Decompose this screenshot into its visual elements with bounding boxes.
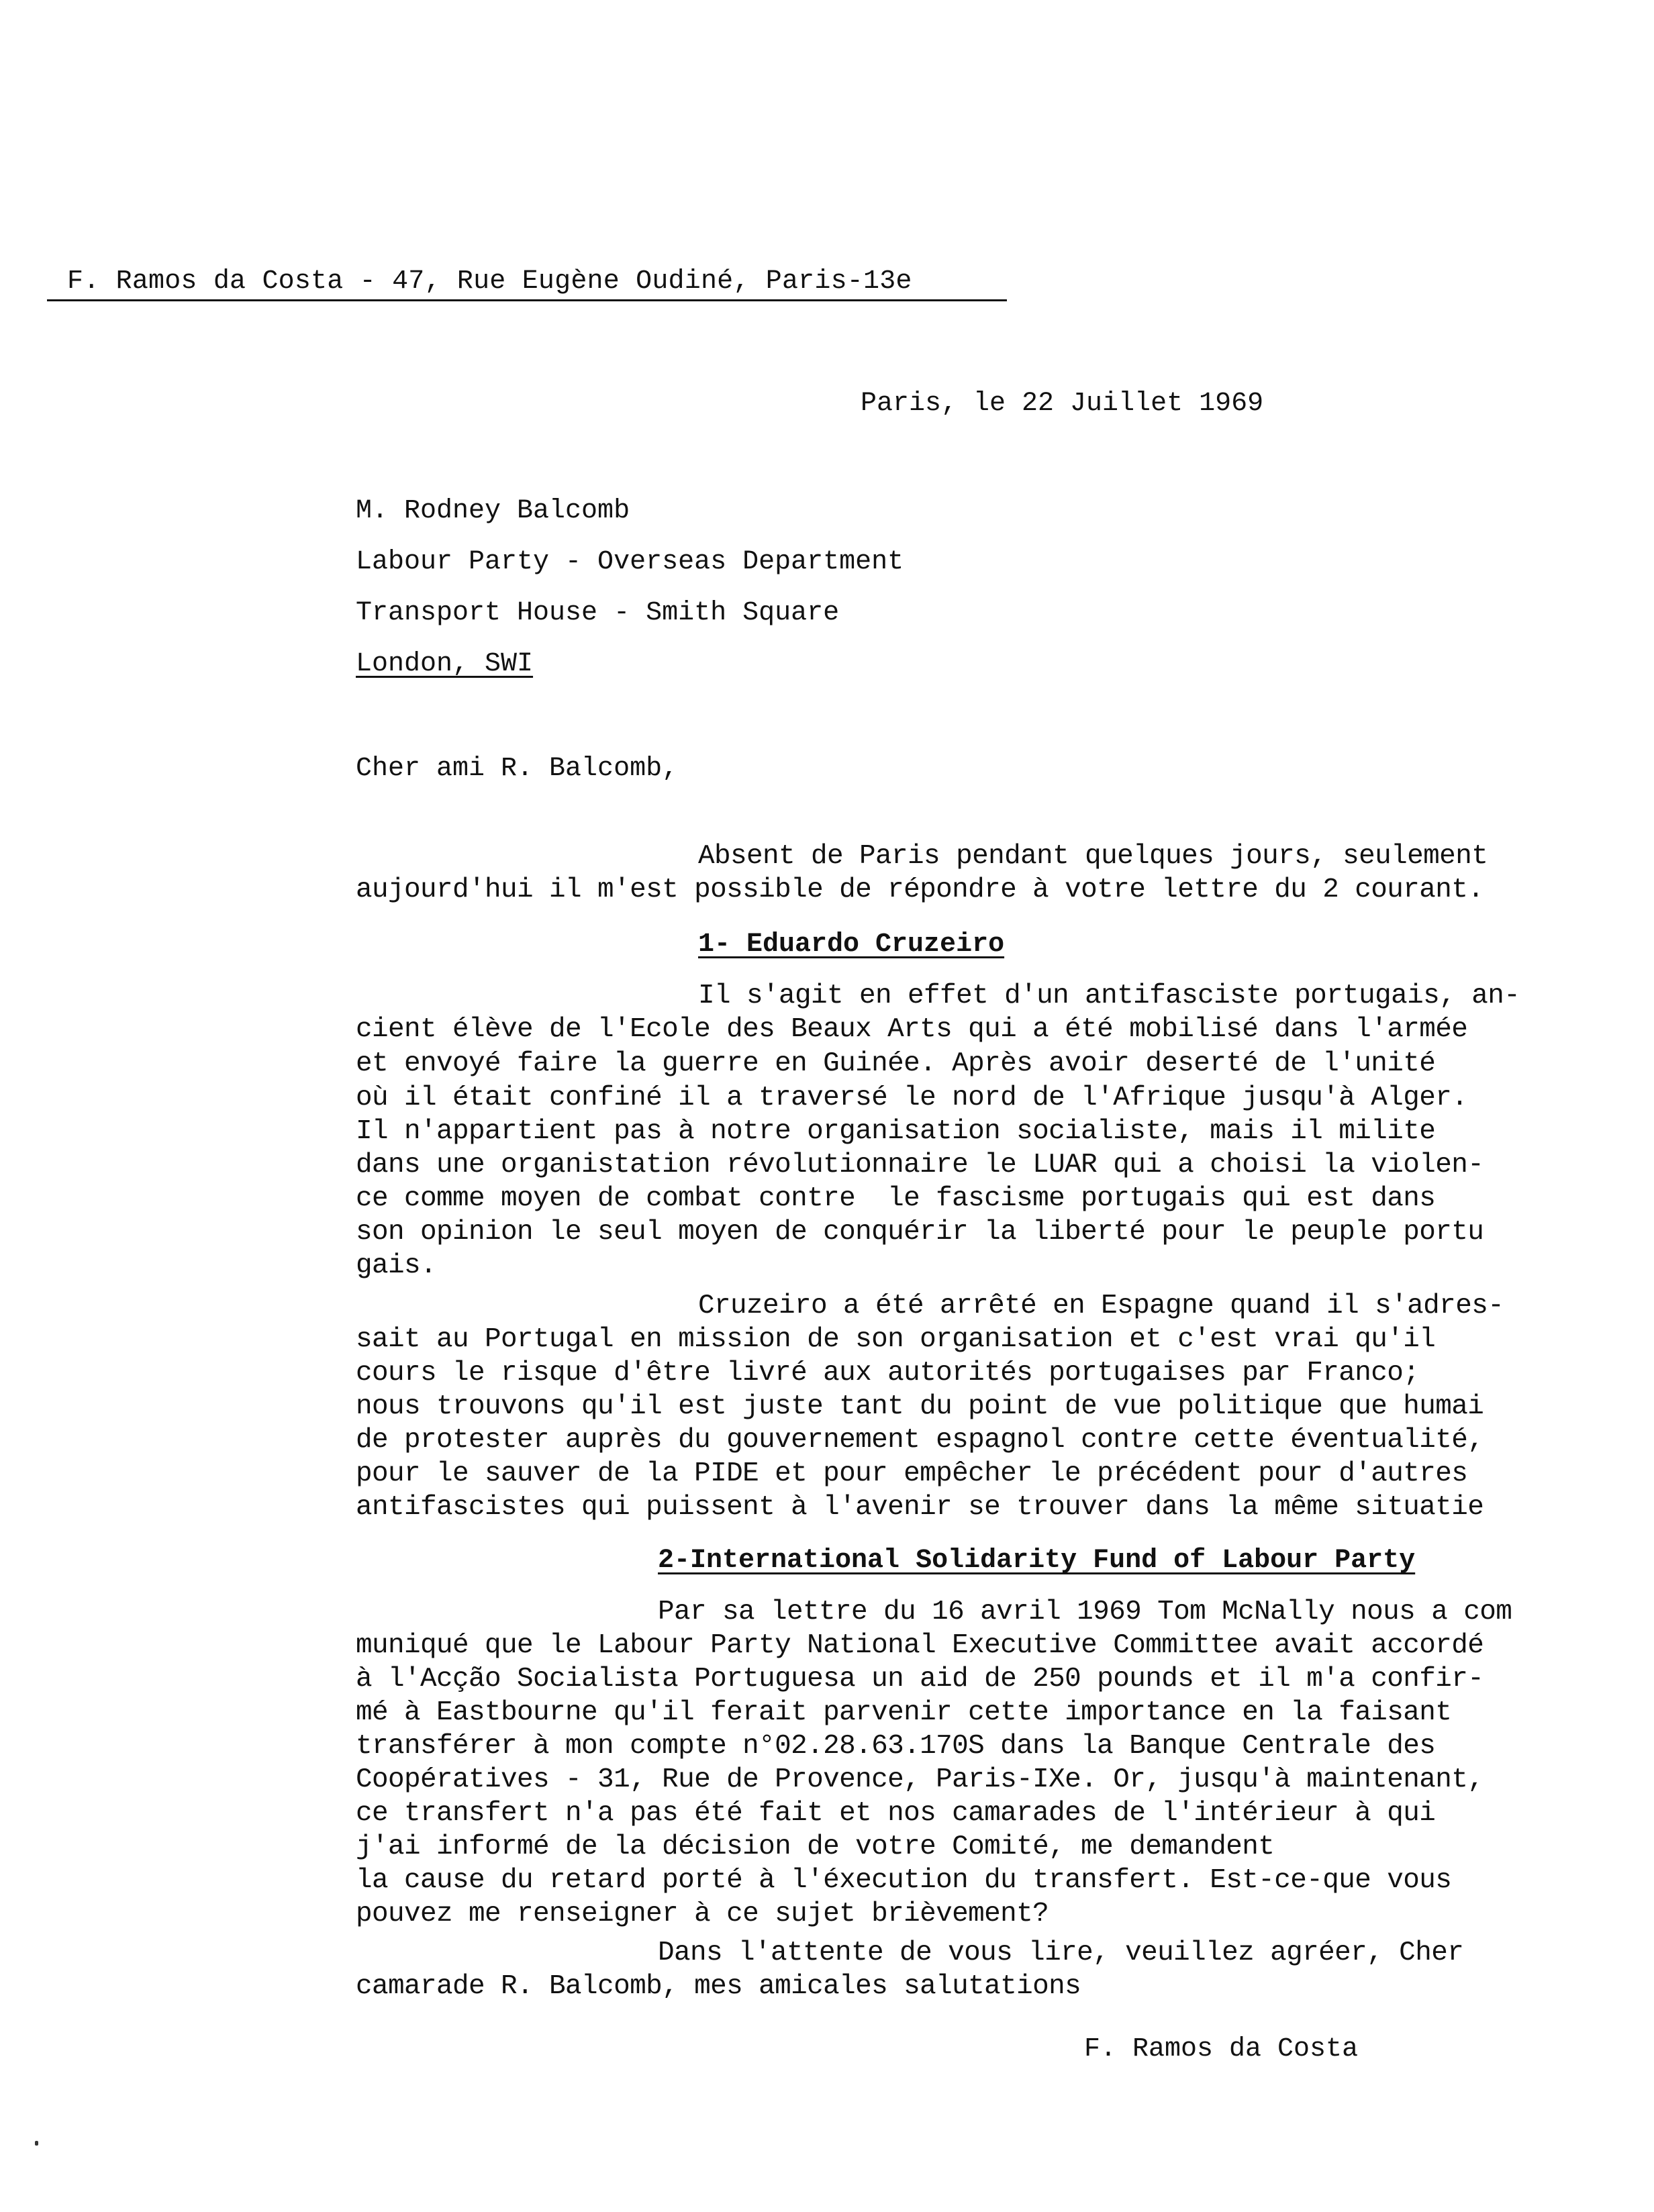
section1-line: et envoyé faire la guerre en Guinée. Après avoir deserté de l'unité xyxy=(356,1048,1436,1079)
section1-line: nous trouvons qu'il est juste tant du point de vue politique que humai xyxy=(356,1391,1484,1422)
section2-line: pouvez me renseigner à ce sujet brièvement? xyxy=(356,1899,1049,1929)
salutation: Cher ami R. Balcomb, xyxy=(356,754,679,784)
recipient-department: Labour Party - Overseas Department xyxy=(356,547,904,577)
section2-heading: 2-International Solidarity Fund of Labour Party xyxy=(658,1546,1416,1576)
intro-line: aujourd'hui il m'est possible de répondre à votre lettre du 2 courant. xyxy=(356,874,1484,905)
section1-line: de protester auprès du gouvernement espagnol contre cette éventualité, xyxy=(356,1425,1484,1456)
section1-line: pour le sauver de la PIDE et pour empêcher le précédent pour d'autres xyxy=(356,1458,1468,1489)
section1-line: Cruzeiro a été arrêté en Espagne quand il s'adres- xyxy=(698,1291,1504,1321)
section2-line: mé à Eastbourne qu'il ferait parvenir cette importance en la faisant xyxy=(356,1697,1452,1728)
section2-line: Par sa lettre du 16 avril 1969 Tom McNally nous a com xyxy=(658,1597,1512,1627)
section1-line: antifascistes qui puissent à l'avenir se trouver dans la même situatie xyxy=(356,1492,1484,1523)
section2-line: transférer à mon compte n°02.28.63.170S dans la Banque Centrale des xyxy=(356,1731,1436,1762)
section2-line: Coopératives - 31, Rue de Provence, Paris-IXe. Or, jusqu'à maintenant, xyxy=(356,1764,1484,1795)
section1-line: gais. xyxy=(356,1250,437,1281)
section2-line: la cause du retard porté à l'éxecution du transfert. Est-ce-que vous xyxy=(356,1865,1452,1896)
letterhead: F. Ramos da Costa - 47, Rue Eugène Oudiné, Paris-13e xyxy=(67,266,912,297)
section2-line: j'ai informé de la décision de votre Comité, me demandent xyxy=(356,1831,1275,1862)
section1-line: sait au Portugal en mission de son organisation et c'est vrai qu'il xyxy=(356,1324,1436,1355)
section1-line: Il n'appartient pas à notre organisation socialiste, mais il milite xyxy=(356,1116,1436,1147)
section1-line: où il était confiné il a traversé le nord de l'Afrique jusqu'à Alger. xyxy=(356,1083,1468,1113)
recipient-city: London, SWI xyxy=(356,649,534,679)
section2-line: à l'Acção Socialista Portuguesa un aid de 250 pounds et il m'a confir- xyxy=(356,1664,1484,1695)
section2-line: Dans l'attente de vous lire, veuillez agréer, Cher xyxy=(658,1938,1464,1968)
section2-line: muniqué que le Labour Party National Executive Committee avait accordé xyxy=(356,1630,1484,1661)
section1-line: ce comme moyen de combat contre le fascisme portugais qui est dans xyxy=(356,1183,1436,1214)
recipient-address: Transport House - Smith Square xyxy=(356,598,840,628)
section2-line: camarade R. Balcomb, mes amicales salutations xyxy=(356,1971,1081,2002)
section1-line: son opinion le seul moyen de conquérir la liberté pour le peuple portu xyxy=(356,1217,1484,1248)
letter-date: Paris, le 22 Juillet 1969 xyxy=(861,389,1264,419)
intro-line: Absent de Paris pendant quelques jours, seulement xyxy=(698,841,1488,872)
signature: F. Ramos da Costa xyxy=(1084,2034,1359,2064)
section1-heading: 1- Eduardo Cruzeiro xyxy=(698,929,1005,960)
section1-line: cours le risque d'être livré aux autorités portugaises par Franco; xyxy=(356,1358,1420,1389)
recipient-name: M. Rodney Balcomb xyxy=(356,496,630,526)
letterhead-underline xyxy=(47,299,1007,301)
section1-line: cient élève de l'Ecole des Beaux Arts qui a été mobilisé dans l'armée xyxy=(356,1014,1468,1045)
section1-line: Il s'agit en effet d'un antifasciste portugais, an- xyxy=(698,981,1520,1011)
section1-line: dans une organistation révolutionnaire le LUAR qui a choisi la violen- xyxy=(356,1150,1484,1180)
scan-speck xyxy=(35,2141,38,2146)
section2-line: ce transfert n'a pas été fait et nos camarades de l'intérieur à qui xyxy=(356,1798,1436,1829)
